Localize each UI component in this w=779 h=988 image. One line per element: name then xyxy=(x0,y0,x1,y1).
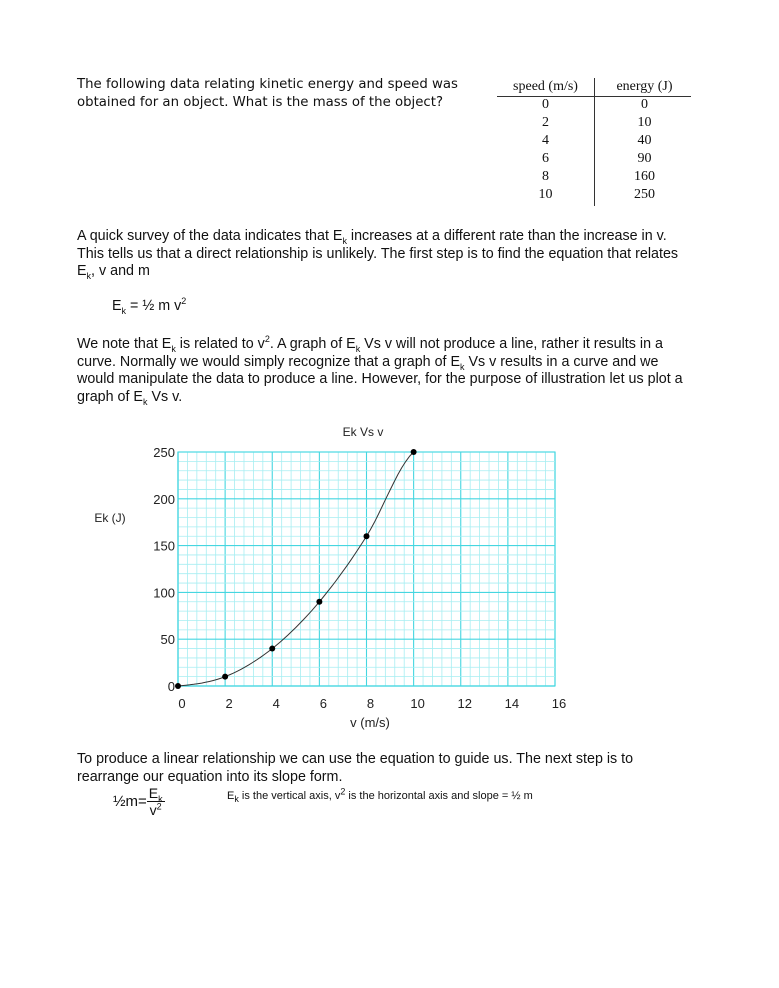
axis-note: $E_k$ is the vertical axis, $v^2$ is the horizontal axis and slope = ½ m xyxy=(227,786,533,805)
y-axis-label: Ek (J) xyxy=(94,511,126,525)
x-tick-label: 6 xyxy=(319,696,327,711)
data-point xyxy=(364,533,370,539)
table-cell: 10 xyxy=(538,187,553,202)
table-cell: 250 xyxy=(634,187,655,202)
table-cell: 0 xyxy=(641,97,648,112)
table-cell: 40 xyxy=(637,133,652,148)
x-tick-label: 14 xyxy=(504,696,520,711)
speed-header: speed (m/s) xyxy=(513,79,578,94)
x-tick-label: 16 xyxy=(551,696,567,711)
ek-vs-v-chart xyxy=(0,418,779,738)
table-cell: 2 xyxy=(542,115,549,130)
chart-grid xyxy=(178,452,555,686)
chart-title: Ek Vs v xyxy=(342,425,384,439)
table-cell: 6 xyxy=(542,151,549,166)
y-tick-label: 0 xyxy=(167,679,175,694)
x-tick-label: 4 xyxy=(272,696,280,711)
y-tick-label: 200 xyxy=(153,491,175,507)
y-tick-label: 50 xyxy=(160,632,175,648)
paragraph-survey: A quick survey of the data indicates that $E_k$ increases at a different rate than the increase in v. This tells us that a direct relationship is unlikely. The first step is to find the equation that relates $E_k$, v and m xyxy=(77,228,679,281)
x-tick-label: 10 xyxy=(410,696,425,711)
y-tick-label: 250 xyxy=(153,445,175,460)
x-tick-label: 12 xyxy=(457,696,472,711)
paragraph-linearize: To produce a linear relationship we can use the equation to guide us. The next step is to rearrange our equation into its slope form. xyxy=(77,751,634,785)
data-point xyxy=(411,449,417,455)
data-point xyxy=(269,646,275,652)
data-point xyxy=(175,683,181,689)
table-cell: 10 xyxy=(637,115,652,130)
y-tick-label: 100 xyxy=(153,585,175,601)
table-cell: 0 xyxy=(542,97,549,112)
table-cell: 160 xyxy=(634,169,655,184)
x-tick-label: 8 xyxy=(366,696,375,711)
x-axis-label: v (m/s) xyxy=(350,715,390,730)
paragraph-graph-explanation: We note that $E_k$ is related to $v^2$. A graph of $E_k$ Vs v will not produce a line, rather it results in a curve. Normally we would simply recognize that a graph of $E_k$ Vs v results in a curve and we would manipulate the data to produce a line. However, for the purpose of illustration let us plot a graph of $E_k$ Vs v. xyxy=(77,334,683,407)
data-point xyxy=(316,599,322,605)
table-cell: 8 xyxy=(542,169,549,184)
slope-formula xyxy=(113,785,165,818)
energy-header: energy (J) xyxy=(616,79,673,94)
fraction: $\frac{E_k}{v^2}$ xyxy=(148,785,163,818)
data-point xyxy=(222,674,228,680)
x-tick-label: 0 xyxy=(178,696,186,711)
formula-lhs: ½m= xyxy=(113,793,147,810)
kinetic-energy-equation: $E_k$ = ½ m $v^2$ xyxy=(112,296,187,316)
x-tick-label: 2 xyxy=(225,696,233,711)
intro-question: The following data relating kinetic energy and speed was obtained for an object. What is the mass of the object? xyxy=(77,77,458,110)
table-column-rule xyxy=(594,78,595,206)
table-cell: 90 xyxy=(637,151,652,166)
table-cell: 4 xyxy=(542,133,549,148)
y-tick-label: 150 xyxy=(153,538,175,554)
